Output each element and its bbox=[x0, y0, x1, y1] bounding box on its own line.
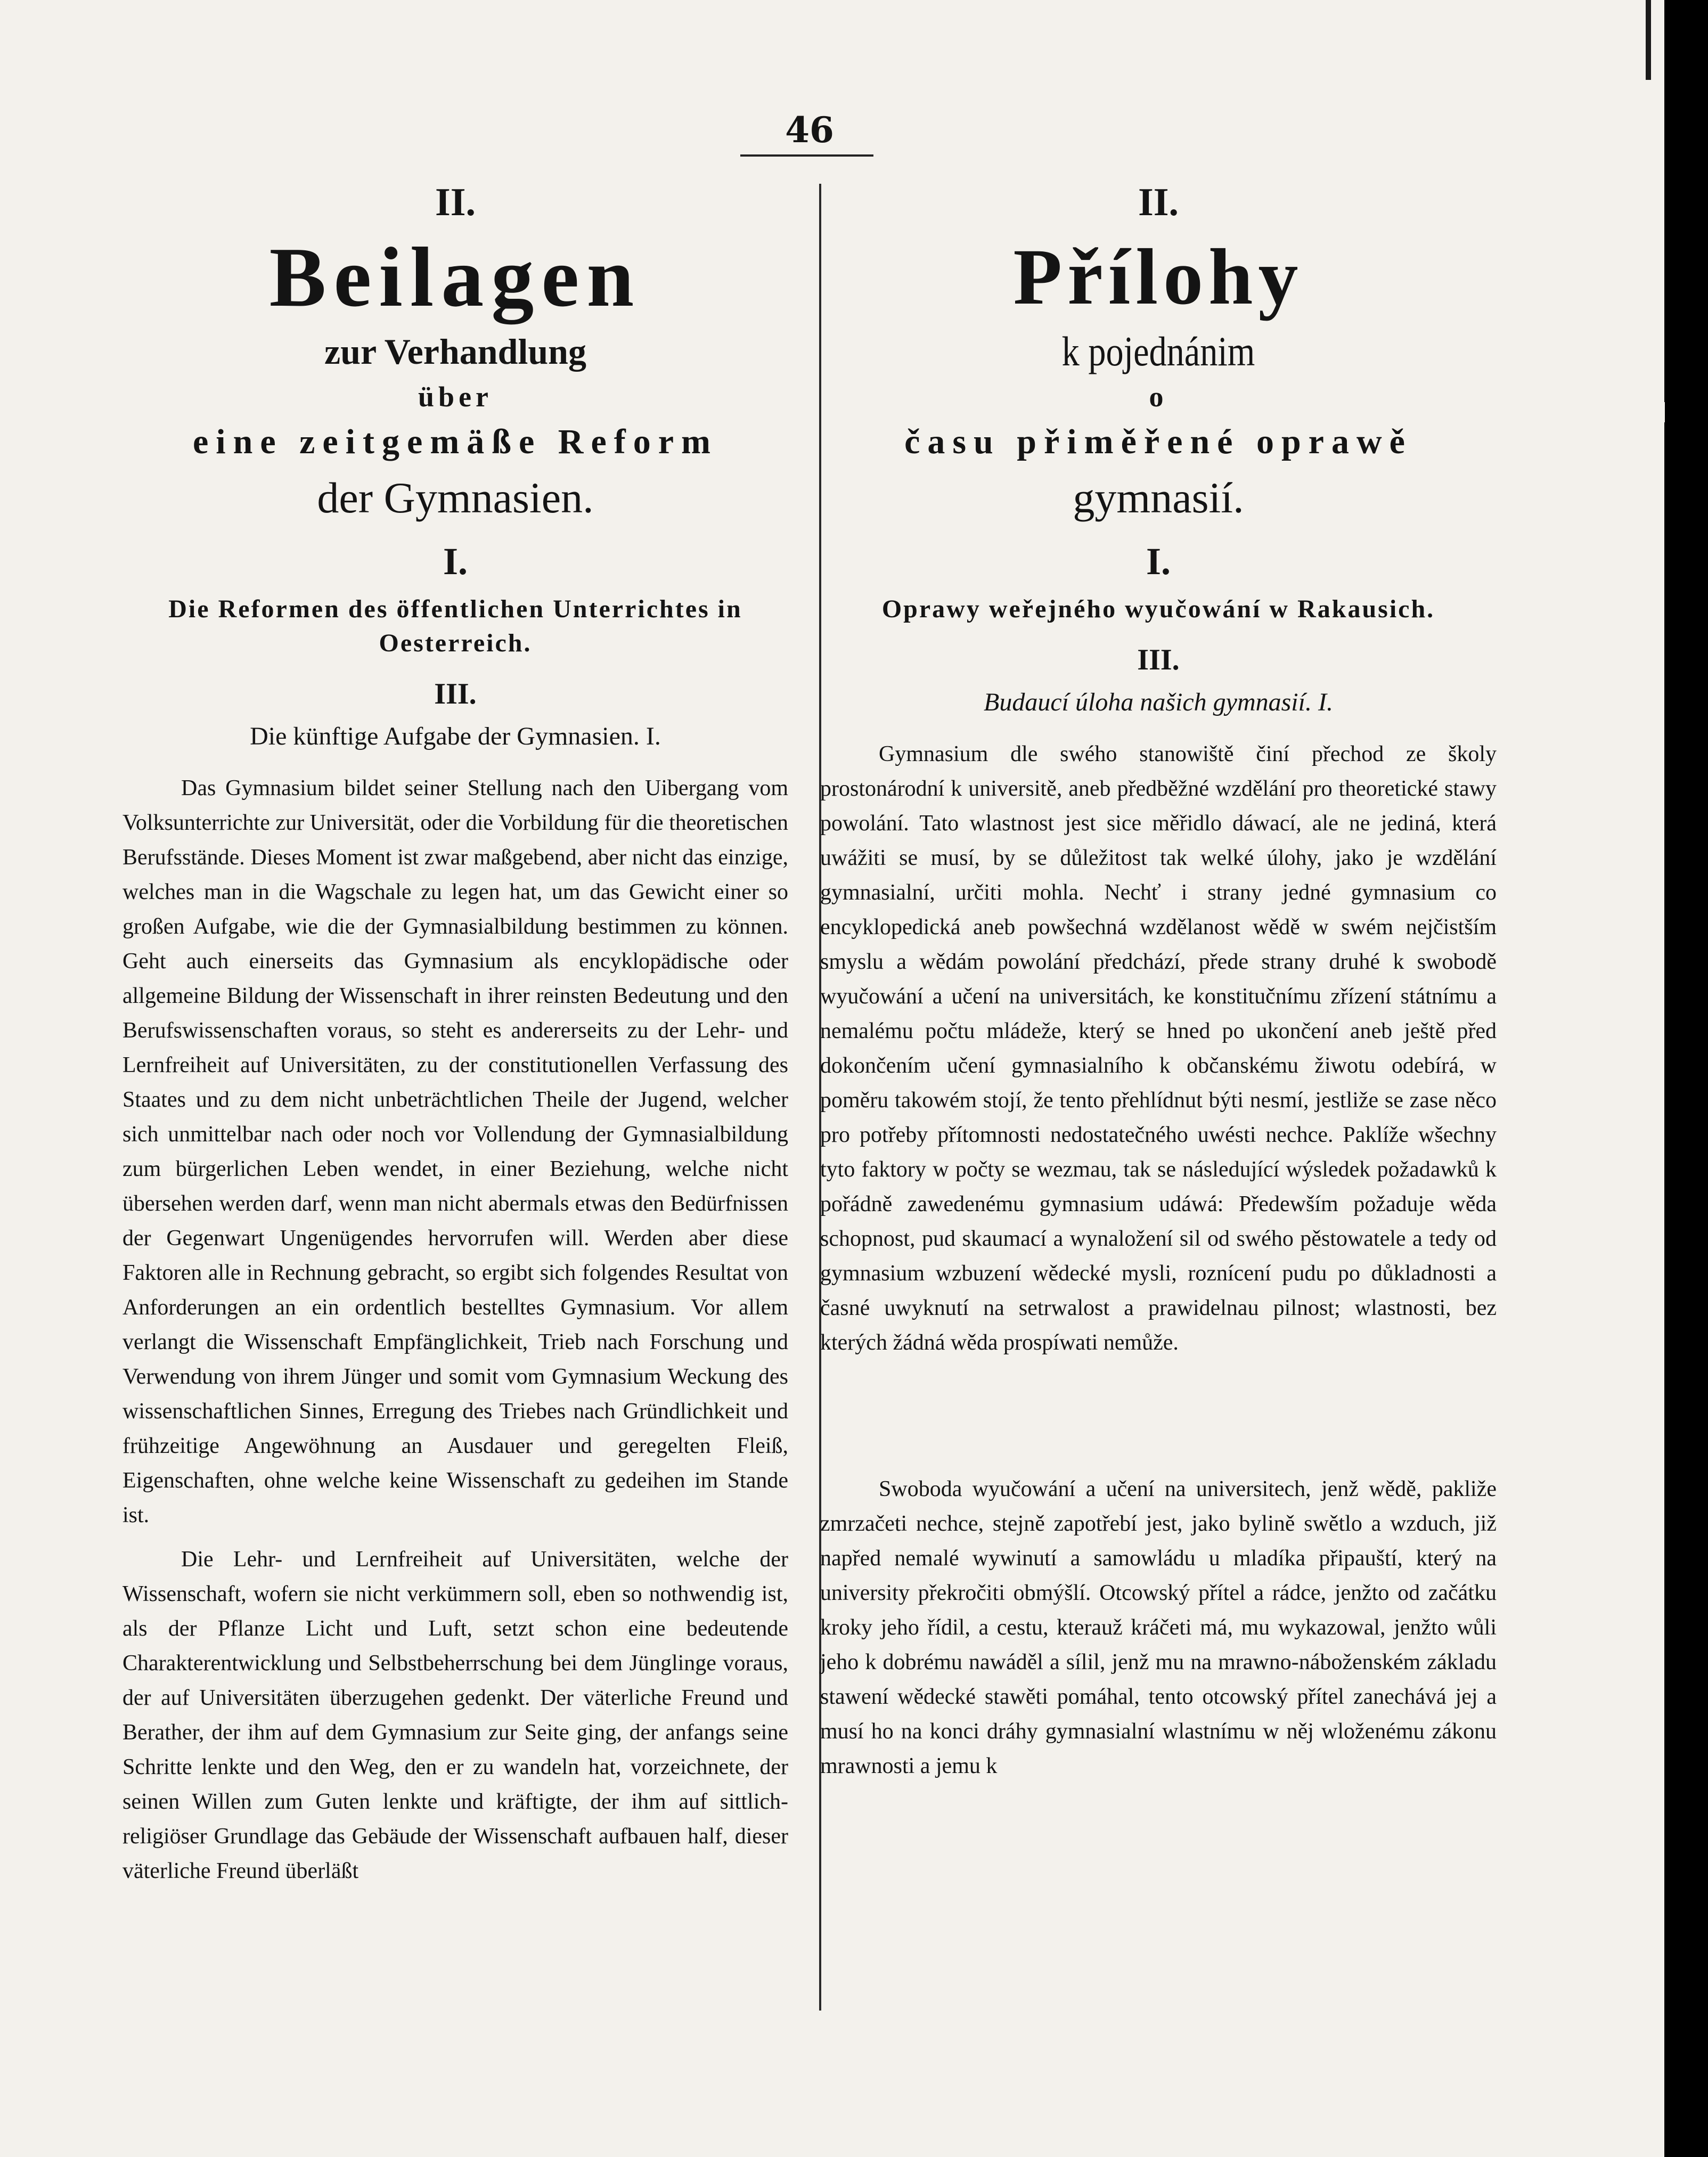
section-title: Die Reformen des öffentlichen Unterrichtes in Oesterreich. bbox=[168, 595, 742, 657]
part-numeral: II. bbox=[1138, 181, 1179, 224]
margin-notch bbox=[1662, 402, 1665, 422]
paragraph-2: Swoboda wyučowání a učení na universitech, jenž wědě, pakliže zmrzačeti nechce, stejně zapotřebí jest, jako bylině swětlo a wzduch, již napřed nemalé wywinutí a samowládu u mladíka připauští, který na university překročiti obmýšlí. Otcowský přítel a rádce, jenžto od začátku kroky jeho řídil, a cestu, kterauž kráčeti má, mu wykazowal, jenžto wůli jeho k dobrému nawáděl a sílil, jenž mu na mrawno-náboženském základu stawení wědecké stawěti pomáhal, tento otcowský přítel zanechává jej a musí ho na konci dráhy gymnasialní wlastnímu w něj wloženému zákonu mrawnosti a jemu k bbox=[820, 1477, 1497, 1778]
paragraph-1: Das Gymnasium bildet seiner Stellung nach den Uibergang vom Volksunterrichte zur Universität, oder die Vorbildung für die theoretischen Berufsstände. Dieses Moment ist zwar maßgebend, aber nicht das einzige, welches man in die Wagschale zu legen hat, um das Gewicht einer so großen Aufgabe, wie die der Gymnasialbildung bestimmen zu können. Geht auch einerseits das Gymnasium als encyklopädische oder allgemeine Bildung der Wissenschaft in ihrer reinsten Bedeutung und den Berufswissenschaften voraus, so steht es andererseits zu der Lehr- und Lernfreiheit auf Universitäten, zu der constitutionellen Verfassung des Staates und zu dem nicht unbeträchtlichen Theile der Jugend, welcher sich unmittelbar nach oder noch vor Vollendung der Gymnasialbildung zum bürgerlichen Leben wendet, in einer Beziehung, welche nicht übersehen werden darf, wenn man nicht abermals etwas den Bedürfnissen der Gegenwart Ungenügendes hervorrufen will. Werden aber diese Faktoren alle in Rechnung gebracht, so ergibt sich folgendes Resultat von Anforderungen an ein ordentlich bestelltes Gymnasium. Vor allem verlangt die Wissenschaft Empfänglichkeit, Trieb nach Forschung und Verwendung von ihrem Jünger und somit vom Gymnasium Weckung des wissenschaftlichen Sinnes, Erregung des Triebes nach Gründlichkeit und frühzeitige Angewöhnung an Ausdauer und geregelten Fleiß, Eigenschaften, ohne welche keine Wissenschaft zu gedeihen im Stande ist. bbox=[122, 776, 788, 1527]
subsection-title: Die künftige Aufgabe der Gymnasien. I. bbox=[250, 722, 661, 750]
title-line-2: o bbox=[1149, 381, 1168, 413]
section-numeral: I. bbox=[1146, 540, 1171, 583]
title-line-4: der Gymnasien. bbox=[317, 473, 594, 522]
main-title: Beilagen bbox=[269, 230, 642, 324]
section-title: Oprawy weřejného wyučowání w Rakausich. bbox=[881, 595, 1435, 623]
page-number: 46 bbox=[785, 109, 834, 151]
title-line-3: eine zeitgemäße Reform bbox=[192, 422, 718, 461]
title-line-1: zur Verhandlung bbox=[324, 331, 586, 372]
subsection-numeral: III. bbox=[434, 677, 477, 710]
main-title: Přílohy bbox=[1013, 233, 1304, 321]
czech-column bbox=[820, 176, 1497, 1784]
subsection-numeral: III. bbox=[1137, 643, 1180, 676]
paragraph-2: Die Lehr- und Lernfreiheit auf Universitäten, welche der Wissenschaft, wofern sie nicht verkümmern soll, eben so nothwendig ist, als der Pflanze Licht und Luft, setzt schon eine bedeutende Charakterentwicklung und Selbstbeherrschung bei dem Jünglinge voraus, der auf Universitäten überzugehen gedenkt. Der väterliche Freund und Berather, der ihm auf dem Gymnasium zur Seite ging, der anfangs seine Schritte lenkte und den Weg, den er zu wandeln hat, vorzeichnete, der seinen Willen zum Guten lenkte und kräftigte, der ihm auf sittlich-religiöser Grundlage das Gebäude der Wissenschaft aufbauen half, dieser väterliche Freund überläßt bbox=[122, 1547, 788, 1883]
title-line-3: času přiměřené oprawě bbox=[904, 422, 1412, 461]
paragraph-1: Gymnasium dle swého stanowiště činí přechod ze školy prostonárodní k universitě, aneb předběžné wzdělání pro theoretické stawy powolání. Tato wlastnost jest sice měřidlo dáwací, ale ne jediná, která uwážiti se musí, by se důležitost tak welké úlohy, jako je wzdělání gymnasialní, určiti mohla. Nechť i strany jedné gymnasium co encyklopedická aneb powšechná wzdělanost wědě w swém nejčistším smyslu a wědám powolání předchází, přede strany druhé k swobodě wyučowání a učení na universitách, ke konstitučnímu zřízení státnímu a nemalému počtu mládeže, který se hned po ukončení aneb ještě před dokončením učení gymnasialního k občanskému žiwotu odebírá, w poměru takowém stojí, že tento přehlídnut býti nesmí, jestliže se zase něco pro potřeby přítomnosti nedostatečného uwésti nechce. Paklíže wšechny tyto faktory w počty se wezmau, tak se následující wýsledek požadawků k pořádně zawedenému gymnasium udáwá: Předewším požaduje wěda schopnost, pud skaumací a wynaložení sil od swého pěstowatele a tedy od gymnasium wzbuzení wědecké mysli, roznícení pudu po důkladnosti a časné uwyknutí na setrwalost a prawidelnau pilnost; wlastnosti, bez kterých žádná wěda prospíwati nemůže. bbox=[820, 742, 1497, 1355]
part-numeral: II. bbox=[435, 181, 476, 224]
title-line-2: über bbox=[418, 381, 493, 413]
subsection-title: Budaucí úloha našich gymnasií. I. bbox=[984, 688, 1333, 716]
title-line-4: gymnasií. bbox=[1073, 473, 1244, 522]
section-numeral: I. bbox=[443, 540, 468, 583]
german-column bbox=[122, 176, 788, 1889]
margin-mark bbox=[1646, 0, 1651, 80]
title-line-1: k pojednánim bbox=[1061, 328, 1255, 374]
page-number-rule bbox=[740, 154, 873, 157]
